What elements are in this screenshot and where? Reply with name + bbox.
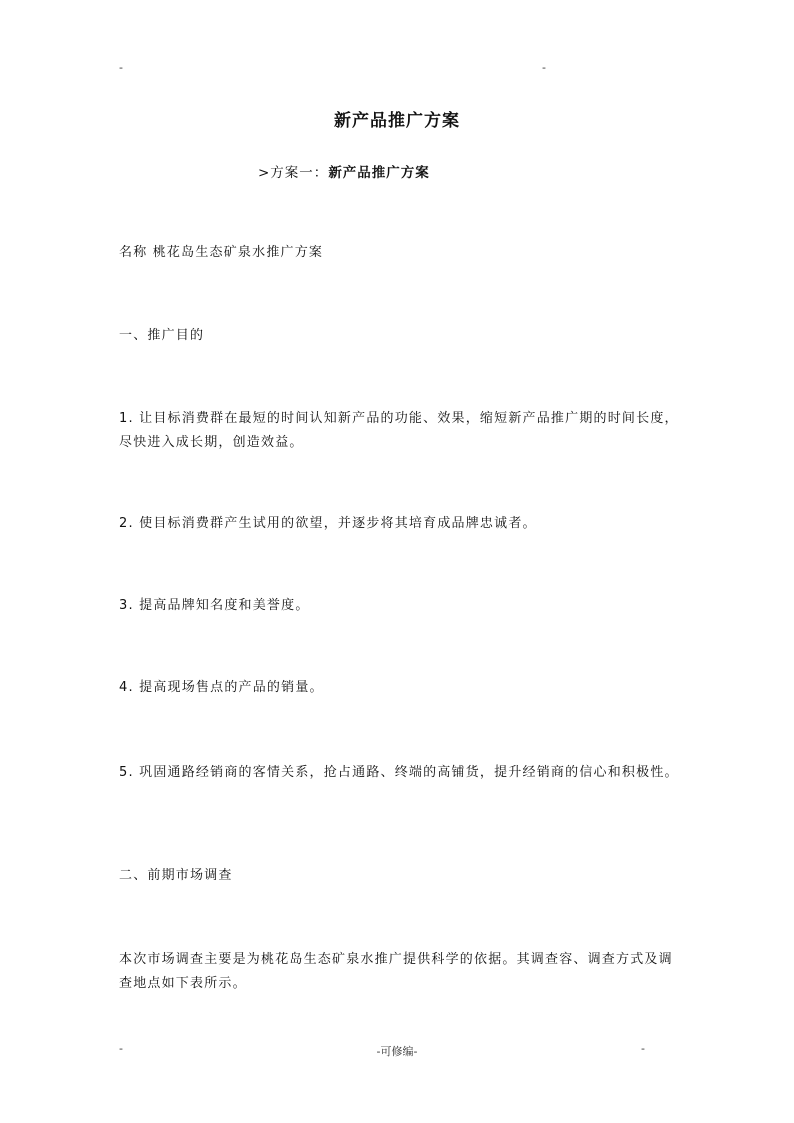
header-left-marker: - [119, 61, 123, 74]
subtitle-prefix: >方案一： [258, 165, 329, 181]
objective-item-2: 2. 使目标消费群产生试用的欲望，并逐步将其培育成品牌忠诚者。 [119, 516, 537, 531]
subtitle-main: 新产品推广方案 [328, 165, 430, 181]
objective-item-1: 1. 让目标消费群在最短的时间认知新产品的功能、效果，缩短新产品推广期的时间长度，尽快进入成长期，创造效益。 [119, 411, 679, 450]
document-title: 新产品推广方案 [334, 111, 460, 131]
footer-editable-label: -可修编- [376, 1045, 418, 1058]
footer-right-marker: - [641, 1042, 645, 1055]
section2-heading: 二、前期市场调查 [119, 868, 233, 883]
objective-item-3: 3. 提高品牌知名度和美誉度。 [119, 598, 310, 613]
name-line: 名称 桃花岛生态矿泉水推广方案 [119, 245, 324, 260]
document-subtitle [258, 161, 430, 181]
section2-text: 本次市场调查主要是为桃花岛生态矿泉水推广提供科学的依据。其调查容、调查方式及调查地点如下表所示。 [119, 952, 673, 991]
objective-item-5: 5. 巩固通路经销商的客情关系，抢占通路、终端的高铺货，提升经销商的信心和积极性。 [119, 765, 679, 780]
header-right-marker: - [542, 61, 546, 74]
footer-left-marker: - [119, 1042, 123, 1055]
section1-heading: 一、推广目的 [119, 328, 205, 343]
objective-item-4: 4. 提高现场售点的产品的销量。 [119, 680, 324, 695]
